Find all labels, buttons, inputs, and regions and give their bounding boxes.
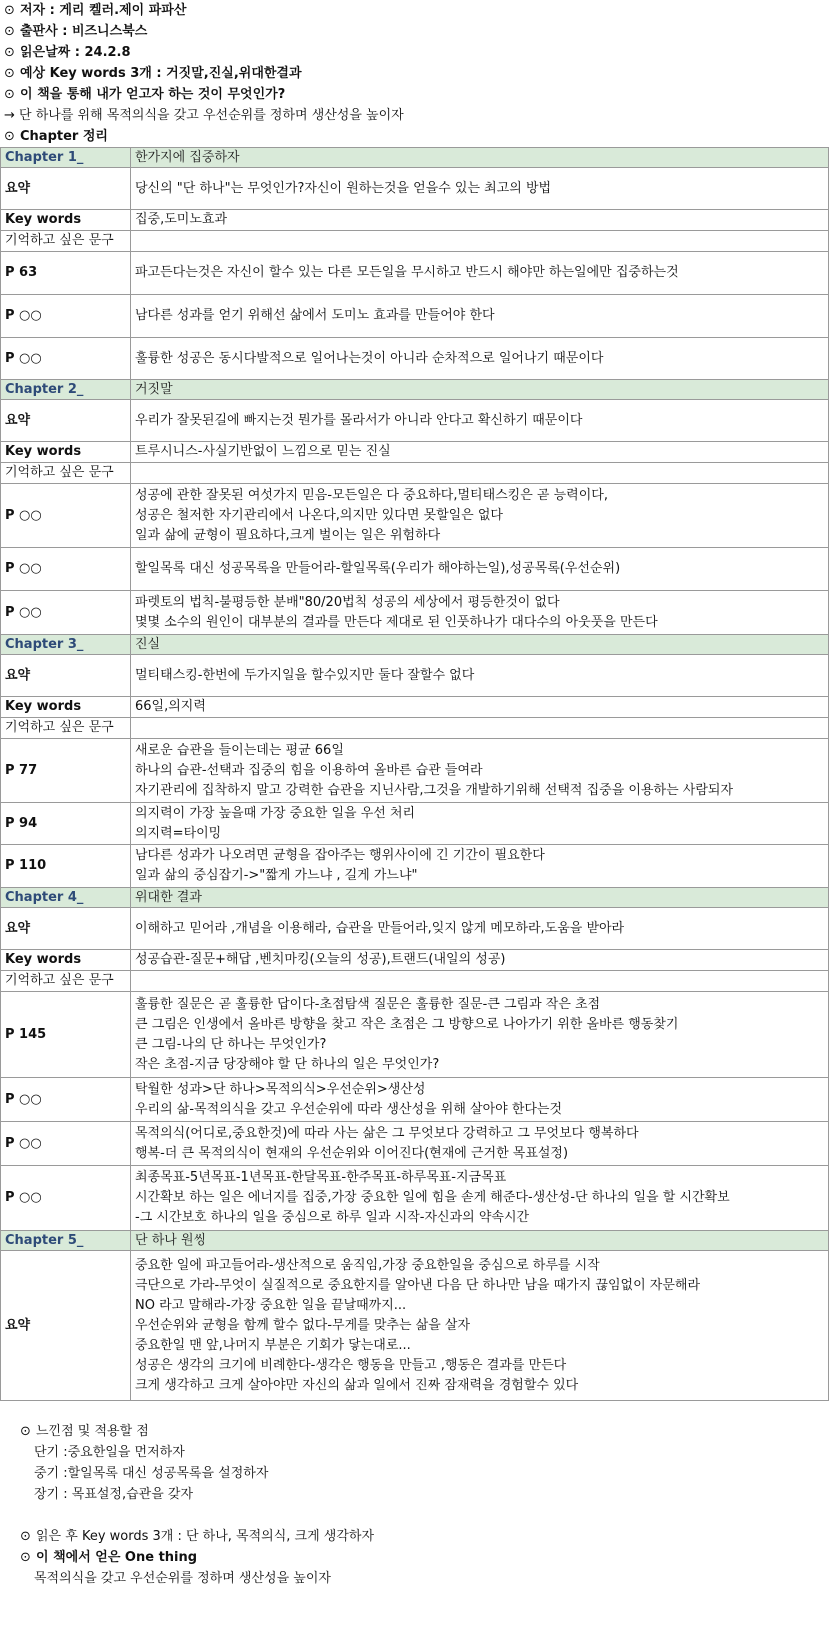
quote-row (1, 803, 829, 845)
chapter-header-row (1, 888, 829, 908)
arrow-icon: → (4, 108, 15, 123)
circle-bullet-icon: ⊙ (4, 3, 15, 18)
chapter-summary-heading (4, 126, 829, 147)
keywords-row (1, 697, 829, 718)
quote-text: 탁월한 성과>단 하나>목적의식>우선순위>생산성 우리의 삶-목적의식을 갖고 우선순위에 따라 생산성을 위해 살아야 한다는것 (131, 1078, 829, 1122)
quote-page: P ○○ (1, 591, 131, 635)
date-label: 읽은날짜 : (20, 45, 85, 60)
quote-page: P 145 (1, 992, 131, 1078)
quote-row (1, 845, 829, 888)
document-footer (0, 1421, 829, 1589)
publisher-line (4, 21, 829, 42)
quote-text: 파렛토의 법칙-불평등한 분배"80/20법칙 성공의 세상에서 평등한것이 없다 몇몇 소수의 원인이 대부분의 결과를 만든다 제대로 된 인풋하나가 대다수의 아웃풋을 만든다 (131, 591, 829, 635)
quote-text: 목적의식(어디로,중요한것)에 따라 사는 삶은 그 무엇보다 강력하고 그 무엇보다 행복하다 행복-더 큰 목적의식이 현재의 우선순위와 이어진다(현재에 근거한 목표설정) (131, 1122, 829, 1166)
summary-label: 요약 (1, 1251, 131, 1401)
quote-text: 최종목표-5년목표-1년목표-한달목표-한주목표-하루목표-지금목표 시간확보 하는 일은 에너지를 집중,가장 중요한 일에 힘을 솓게 해준다-생산성-단 하나의 일을 할 시간확보 -그 시간보호 하나의 일을 중심으로 하루 일과 시작-자신과의 약속시간 (131, 1166, 829, 1231)
keywords-label: Key words (1, 950, 131, 971)
chapter-name: 위대한 결과 (131, 888, 829, 908)
chapter-title: Chapter 3_ (1, 635, 131, 655)
chapter-title: Chapter 1_ (1, 148, 131, 168)
circle-bullet-icon: ⊙ (4, 66, 15, 81)
chapter-header-row (1, 1231, 829, 1251)
quote-text: 할일목록 대신 성공목록을 만들어라-할일목록(우리가 해야하는일),성공목록(우선순위) (131, 548, 829, 591)
quote-row (1, 739, 829, 803)
quote-page: P ○○ (1, 295, 131, 338)
keywords-row (1, 950, 829, 971)
summary-label: 요약 (1, 400, 131, 442)
quote-text: 파고든다는것은 자신이 할수 있는 다른 모든일을 무시하고 반드시 해야만 하는일에만 집중하는것 (131, 252, 829, 295)
answer-line (4, 105, 829, 126)
question-line (4, 84, 829, 105)
after-keywords-label: 읽은 후 Key words 3개 : (36, 1529, 186, 1544)
quote-row (1, 1166, 829, 1231)
summary-label: 요약 (1, 908, 131, 950)
quote-page: P ○○ (1, 484, 131, 548)
circle-bullet-icon: ⊙ (4, 87, 15, 102)
keywords-label: Key words (1, 442, 131, 463)
summary-row (1, 655, 829, 697)
question-text: 이 책을 통해 내가 얻고자 하는 것이 무엇인가? (20, 87, 286, 102)
long-term-line: 장기 : 목표설정,습관을 갖자 (34, 1487, 194, 1502)
keywords-label: Key words (1, 210, 131, 231)
date-line (4, 42, 829, 63)
summary-label: 요약 (1, 168, 131, 210)
quote-page: P 94 (1, 803, 131, 845)
quote-text: 의지력이 가장 높을때 가장 중요한 일을 우선 처리 의지력=타이밍 (131, 803, 829, 845)
chapter-name: 진실 (131, 635, 829, 655)
quotes-label: 기억하고 싶은 문구 (1, 718, 131, 739)
summary-row (1, 168, 829, 210)
author-line (4, 0, 829, 21)
quote-page: P 77 (1, 739, 131, 803)
quotes-label: 기억하고 싶은 문구 (1, 971, 131, 992)
publisher-label: 출판사 : (20, 24, 72, 39)
keywords-row (1, 442, 829, 463)
chapter-name: 단 하나 원씽 (131, 1231, 829, 1251)
keywords-text: 트루시니스-사실기반없이 느낌으로 믿는 진실 (131, 442, 829, 463)
quote-page: P ○○ (1, 1122, 131, 1166)
quote-row (1, 548, 829, 591)
keywords-label: Key words (1, 697, 131, 718)
one-thing-heading (20, 1547, 829, 1568)
quote-row (1, 591, 829, 635)
summary-row (1, 908, 829, 950)
feel-title: 느낀점 및 적용할 점 (36, 1424, 149, 1439)
quotes-label-row (1, 463, 829, 484)
chapter-title: Chapter 5_ (1, 1231, 131, 1251)
quote-text: 성공에 관한 잘못된 여섯가지 믿음-모든일은 다 중요하다,멀티태스킹은 곧 능력이다, 성공은 철저한 자기관리에서 나온다,의지만 있다면 못할일은 없다 일과 삶에 균형이 필요하다,크게 벌이는 일은 위험하다 (131, 484, 829, 548)
summary-text: 이해하고 믿어라 ,개념을 이용해라, 습관을 만들어라,잊지 않게 메모하라,도움을 받아라 (131, 908, 829, 950)
quote-row (1, 252, 829, 295)
keywords-text: 66일,의지력 (131, 697, 829, 718)
feel-heading (20, 1421, 829, 1442)
expected-keywords-line (4, 63, 829, 84)
quote-text: 남다른 성과를 얻기 위해선 삶에서 도미노 효과를 만들어야 한다 (131, 295, 829, 338)
answer-text: 단 하나를 위해 목적의식을 갖고 우선순위를 정하며 생산성을 높이자 (19, 108, 404, 123)
quotes-label-row (1, 718, 829, 739)
one-thing-label: 이 책에서 얻은 One thing (36, 1550, 198, 1565)
circle-bullet-icon: ⊙ (4, 45, 15, 60)
short-term-line: 단기 :중요한일을 먼저하자 (34, 1445, 185, 1460)
circle-bullet-icon: ⊙ (20, 1529, 31, 1544)
quote-text: 새로운 습관을 들이는데는 평균 66일 하나의 습관-선택과 집중의 힘을 이용하여 올바른 습관 들여라 자기관리에 집착하지 말고 강력한 습관을 지닌사람,그것을 개발하기위해 선택적 집중을 이용하는 사람되자 (131, 739, 829, 803)
keywords-text: 성공습관-질문+해답 ,벤치마킹(오늘의 성공),트랜드(내일의 성공) (131, 950, 829, 971)
quote-page: P ○○ (1, 1078, 131, 1122)
quote-text: 훌륭한 질문은 곧 훌륭한 답이다-초점탐색 질문은 훌륭한 질문-큰 그림과 작은 초점 큰 그림은 인생에서 올바른 방향을 찾고 작은 초점은 그 방향으로 나아가기 위한 올바른 행동찾기 큰 그림-나의 단 하나는 무엇인가? 작은 초점-지금 당장해야 할 단 하나의 일은 무엇인가? (131, 992, 829, 1078)
quotes-label: 기억하고 싶은 문구 (1, 463, 131, 484)
quote-row (1, 992, 829, 1078)
circle-bullet-icon: ⊙ (4, 129, 15, 144)
summary-text: 중요한 일에 파고들어라-생산적으로 움직임,가장 중요한일을 중심으로 하루를 시작 극단으로 가라-무엇이 실질적으로 중요한지를 알아낸 다음 단 하나만 남을 때가지 끊임없이 자문해라 NO 라고 말해라-가장 중요한 일을 끝날때까지... 우선순위와 균형을 함께 할수 없다-무게를 맞추는 삶을 살자 중요한일 맨 앞,나머지 부분은 기회가 닿는대로... 성공은 생각의 크기에 비례한다-생각은 행동을 만들고 ,행동은 결과를 만든다 크게 생각하고 크게 살아야만 자신의 삶과 일에서 진짜 잠재력을 경험할수 있다 (131, 1251, 829, 1401)
quote-text: 남다른 성과가 나오려면 균형을 잡아주는 행위사이에 긴 기간이 필요한다 일과 삶의 중심잡기->"짧게 가느냐 , 길게 가느냐" (131, 845, 829, 888)
quote-page: P ○○ (1, 338, 131, 380)
chapter-name: 한가지에 집중하자 (131, 148, 829, 168)
chapter-header-row (1, 148, 829, 168)
quote-text: 훌륭한 성공은 동시다발적으로 일어나는것이 아니라 순차적으로 일어나기 때문이다 (131, 338, 829, 380)
keywords-text: 집중,도미노효과 (131, 210, 829, 231)
quotes-label: 기억하고 싶은 문구 (1, 231, 131, 252)
author-value: 게리 켈러.제이 파파산 (59, 3, 187, 18)
quote-row (1, 484, 829, 548)
chapter-title: Chapter 2_ (1, 380, 131, 400)
expected-keywords-label: 예상 Key words 3개 : (20, 66, 167, 81)
summary-text: 멀티태스킹-한번에 두가지일을 할수있지만 둘다 잘할수 없다 (131, 655, 829, 697)
summary-row (1, 400, 829, 442)
author-label: 저자 : (20, 3, 60, 18)
chapter-name: 거짓말 (131, 380, 829, 400)
quote-row (1, 338, 829, 380)
document-header (0, 0, 829, 147)
summary-row (1, 1251, 829, 1401)
one-thing-value: 목적의식을 갖고 우선순위를 정하며 생산성을 높이자 (34, 1571, 331, 1586)
quote-page: P 110 (1, 845, 131, 888)
quote-row (1, 295, 829, 338)
chapter-summary-label: Chapter (20, 129, 83, 144)
quote-page: P ○○ (1, 548, 131, 591)
chapter-header-row (1, 380, 829, 400)
expected-keywords-value: 거짓말,진실,위대한결과 (166, 66, 302, 81)
circle-bullet-icon: ⊙ (20, 1550, 31, 1565)
after-keywords-line (20, 1526, 829, 1547)
quote-page: P ○○ (1, 1166, 131, 1231)
chapter-table (0, 147, 829, 1401)
publisher-value: 비즈니스북스 (71, 24, 148, 39)
circle-bullet-icon: ⊙ (4, 24, 15, 39)
chapter-header-row (1, 635, 829, 655)
summary-label: 요약 (1, 655, 131, 697)
mid-term-line: 중기 :할일목록 대신 성공목록을 설정하자 (34, 1466, 269, 1481)
chapter-summary-label-2: 정리 (82, 129, 108, 144)
circle-bullet-icon: ⊙ (20, 1424, 31, 1439)
quote-row (1, 1122, 829, 1166)
quotes-label-row (1, 231, 829, 252)
keywords-row (1, 210, 829, 231)
date-value: 24.2.8 (84, 45, 131, 60)
quote-page: P 63 (1, 252, 131, 295)
chapter-title: Chapter 4_ (1, 888, 131, 908)
after-keywords-value: 단 하나, 목적의식, 크게 생각하자 (185, 1529, 375, 1544)
summary-text: 우리가 잘못된길에 빠지는것 뭔가를 몰라서가 아니라 안다고 확신하기 때문이다 (131, 400, 829, 442)
summary-text: 당신의 "단 하나"는 무엇인가?자신이 원하는것을 얻을수 있는 최고의 방법 (131, 168, 829, 210)
quote-row (1, 1078, 829, 1122)
quotes-label-row (1, 971, 829, 992)
